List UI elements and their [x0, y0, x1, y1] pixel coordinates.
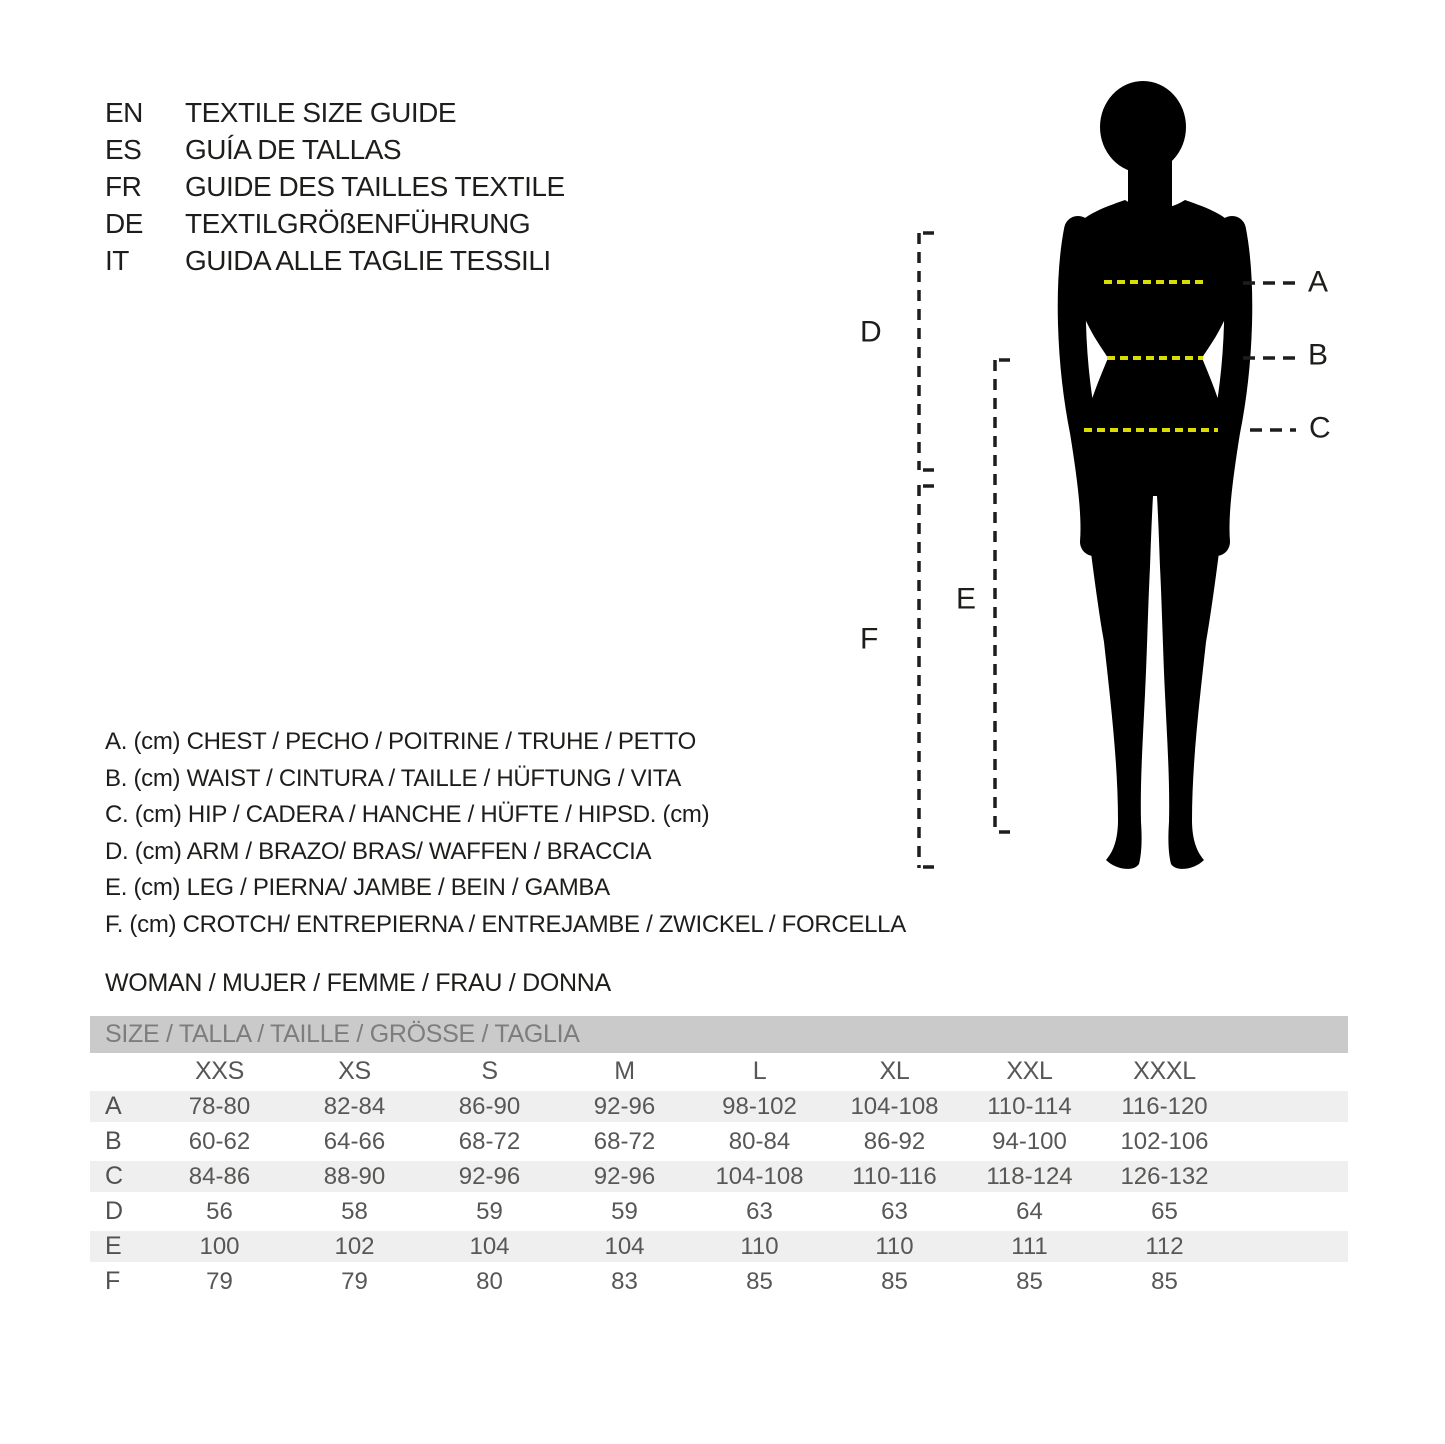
measure-line-arm-D — [919, 233, 934, 470]
size-table-body — [90, 1089, 1348, 1299]
marker-label-crotch-F: F — [860, 622, 879, 656]
size-value: 104-108 — [827, 1089, 962, 1124]
row-spacer — [1232, 1124, 1348, 1159]
row-letter: F — [90, 1264, 152, 1299]
size-value: 64 — [962, 1194, 1097, 1229]
size-value: 63 — [692, 1194, 827, 1229]
size-value: 92-96 — [422, 1159, 557, 1194]
table-row-E — [90, 1229, 1348, 1264]
size-value: 94-100 — [962, 1124, 1097, 1159]
language-code: IT — [105, 244, 129, 276]
size-column-header: S — [481, 1056, 498, 1085]
table-row-C — [90, 1159, 1348, 1194]
row-letter: C — [90, 1159, 152, 1194]
table-row-D — [90, 1194, 1348, 1229]
measure-line-crotch-F — [919, 485, 934, 868]
size-value: 104-108 — [692, 1159, 827, 1194]
size-value: 126-132 — [1097, 1159, 1232, 1194]
size-column-header: XXS — [194, 1056, 245, 1085]
size-value: 68-72 — [557, 1124, 692, 1159]
size-value: 104 — [422, 1229, 557, 1264]
size-value: 100 — [152, 1229, 287, 1264]
size-value: 102-106 — [1097, 1124, 1232, 1159]
size-value: 85 — [692, 1264, 827, 1299]
size-table-grid — [90, 1053, 1348, 1299]
language-title: TEXTILGRÖßENFÜHRUNG — [185, 207, 531, 239]
marker-label-hip-C: C — [1309, 411, 1331, 445]
row-spacer — [1232, 1159, 1348, 1194]
row-letter: A — [90, 1089, 152, 1124]
language-title: TEXTILE SIZE GUIDE — [185, 96, 457, 128]
row-spacer — [1232, 1194, 1348, 1229]
size-value: 110 — [692, 1229, 827, 1264]
size-value: 111 — [962, 1229, 1097, 1264]
measure-line-leg-E — [995, 360, 1010, 832]
language-title: GUIDA ALLE TAGLIE TESSILI — [185, 244, 551, 276]
size-value: 80-84 — [692, 1124, 827, 1159]
legend-line: C. (cm) HIP / CADERA / HANCHE / HÜFTE / HIPSD. (cm) — [105, 801, 710, 829]
size-value: 110-116 — [827, 1159, 962, 1194]
language-code: EN — [105, 96, 143, 128]
size-value: 59 — [422, 1194, 557, 1229]
size-value: 56 — [152, 1194, 287, 1229]
size-column-header: XXXL — [1133, 1056, 1196, 1085]
woman-silhouette-diagram — [860, 80, 1340, 900]
size-column-header: XL — [879, 1056, 910, 1085]
size-value: 65 — [1097, 1194, 1232, 1229]
size-column-header: M — [614, 1056, 635, 1085]
size-value: 92-96 — [557, 1159, 692, 1194]
size-value: 85 — [827, 1264, 962, 1299]
row-spacer — [1232, 1229, 1348, 1264]
size-value: 110 — [827, 1229, 962, 1264]
measure-line-chest-A — [1104, 282, 1296, 283]
language-code: DE — [105, 207, 143, 239]
measurement-legend — [105, 724, 906, 943]
marker-label-chest-A: A — [1308, 265, 1329, 299]
size-value: 104 — [557, 1229, 692, 1264]
size-value: 116-120 — [1097, 1089, 1232, 1124]
size-value: 79 — [152, 1264, 287, 1299]
size-value: 64-66 — [287, 1124, 422, 1159]
row-letter: B — [90, 1124, 152, 1159]
size-value: 82-84 — [287, 1089, 422, 1124]
size-value: 83 — [557, 1264, 692, 1299]
size-value: 63 — [827, 1194, 962, 1229]
table-title: SIZE / TALLA / TAILLE / GRÖSSE / TAGLIA — [105, 1020, 580, 1048]
size-value: 86-90 — [422, 1089, 557, 1124]
language-code: ES — [105, 133, 142, 165]
size-value: 118-124 — [962, 1159, 1097, 1194]
row-letter: D — [90, 1194, 152, 1229]
table-title-bar — [90, 1016, 1348, 1053]
gender-title: WOMAN / MUJER / FEMME / FRAU / DONNA — [105, 969, 611, 997]
size-value: 78-80 — [152, 1089, 287, 1124]
size-value: 59 — [557, 1194, 692, 1229]
legend-line: B. (cm) WAIST / CINTURA / TAILLE / HÜFTUNG / VITA — [105, 764, 682, 792]
size-value: 92-96 — [557, 1089, 692, 1124]
size-value: 84-86 — [152, 1159, 287, 1194]
size-value: 85 — [1097, 1264, 1232, 1299]
table-row-F — [90, 1264, 1348, 1299]
size-value: 60-62 — [152, 1124, 287, 1159]
marker-label-arm-D: D — [860, 315, 882, 349]
marker-label-waist-B: B — [1308, 338, 1329, 372]
size-header-row — [90, 1053, 1348, 1089]
language-title: GUIDE DES TAILLES TEXTILE — [185, 170, 565, 202]
size-table — [90, 1016, 1348, 1299]
size-value: 110-114 — [962, 1089, 1097, 1124]
row-letter: E — [90, 1229, 152, 1264]
size-value: 85 — [962, 1264, 1097, 1299]
size-value: 68-72 — [422, 1124, 557, 1159]
language-title: GUÍA DE TALLAS — [185, 133, 402, 165]
size-value: 88-90 — [287, 1159, 422, 1194]
size-value: 80 — [422, 1264, 557, 1299]
size-value: 79 — [287, 1264, 422, 1299]
legend-line: D. (cm) ARM / BRAZO/ BRAS/ WAFFEN / BRACCIA — [105, 837, 652, 865]
legend-line: F. (cm) CROTCH/ ENTREPIERNA / ENTREJAMBE / ZWICKEL / FORCELLA — [105, 910, 906, 938]
size-value: 112 — [1097, 1229, 1232, 1264]
language-code: FR — [105, 170, 142, 202]
size-header-corner — [90, 1053, 152, 1089]
table-row-A — [90, 1089, 1348, 1124]
marker-label-leg-E: E — [956, 582, 977, 616]
legend-line: E. (cm) LEG / PIERNA/ JAMBE / BEIN / GAMBA — [105, 874, 610, 902]
woman-silhouette — [1068, 81, 1243, 869]
size-value: 58 — [287, 1194, 422, 1229]
size-column-header: XXL — [1006, 1056, 1053, 1085]
row-spacer — [1232, 1089, 1348, 1124]
size-header-spacer — [1232, 1053, 1348, 1089]
legend-line: A. (cm) CHEST / PECHO / POITRINE / TRUHE / PETTO — [105, 728, 697, 756]
row-spacer — [1232, 1264, 1348, 1299]
size-value: 86-92 — [827, 1124, 962, 1159]
size-column-header: XS — [338, 1056, 371, 1085]
size-value: 102 — [287, 1229, 422, 1264]
table-row-B — [90, 1124, 1348, 1159]
size-value: 98-102 — [692, 1089, 827, 1124]
size-column-header: L — [752, 1056, 767, 1085]
